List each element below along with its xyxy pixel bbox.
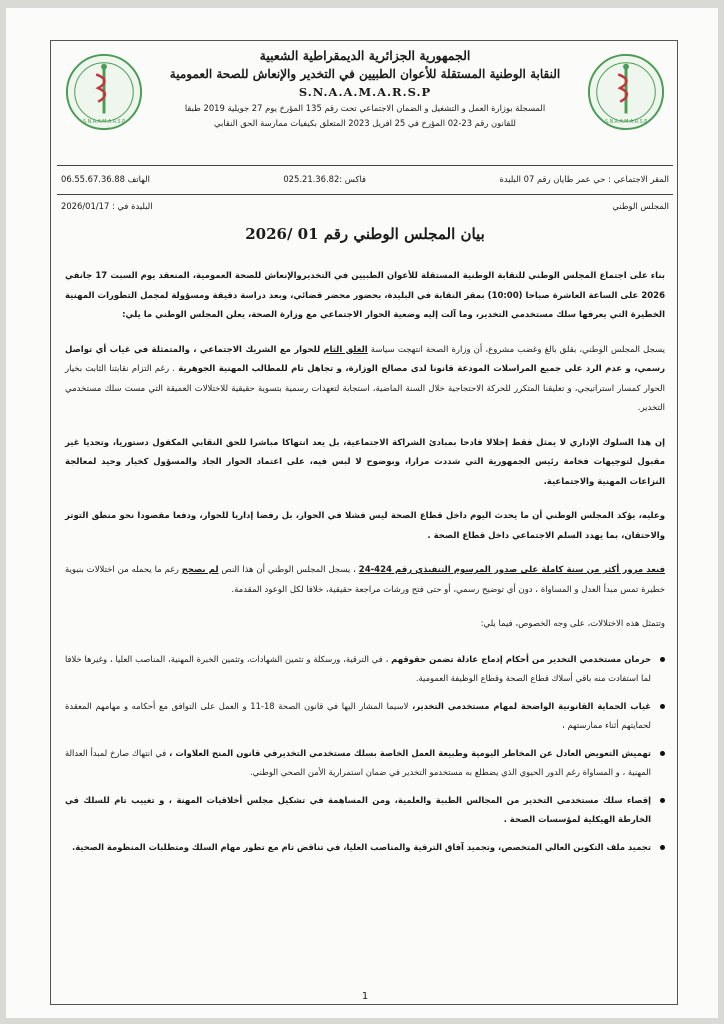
page-number: 1 bbox=[361, 991, 369, 1002]
paragraph-3: وعليه، يؤكد المجلس الوطني أن ما يحدث اليوم داخل قطاع الصحة ليس فشلا في الحوار، بل رفضا إداريا للحوار، ودفعا مقصودا نحو منطق التوتر والاحتقان، بما يهدد السلم الاجتماعي داخل قطاع الصحة . bbox=[65, 511, 665, 541]
list-item: إقصاء سلك مستخدمي التخدير من المجالس الطبية والعلمية، ومن المساهمة في تشكيل مجلس أخلاقيات المهنة ، و تغييب تام للسلك في الخارطة الهيكلية لمؤسسات الصحة . bbox=[65, 791, 665, 830]
union-name: النقابة الوطنية المستقلة للأعوان الطبيين في التخدير والإنعاش للصحة العمومية bbox=[169, 67, 561, 81]
bullet-icon bbox=[660, 845, 665, 850]
union-logo-right bbox=[587, 53, 665, 131]
union-acronym: S.N.A.A.M.A.R.S.P bbox=[298, 85, 432, 99]
document-title: بيان المجلس الوطني رقم 01 /2026 bbox=[245, 225, 485, 243]
bullet-icon bbox=[660, 798, 665, 803]
defects-list bbox=[65, 650, 665, 858]
fax: فاكس :025.21.36.82 bbox=[283, 174, 367, 184]
paragraph-1 bbox=[65, 341, 665, 419]
contact-line bbox=[61, 174, 669, 184]
paragraph-4 bbox=[65, 561, 665, 600]
country-name: الجمهورية الجزائرية الديمقراطية الشعبية bbox=[259, 48, 471, 63]
registration-line-2: للقانون رقم 23-02 المؤرخ في 25 افريل 2023 المتعلق بكيفيات ممارسة الحق النقابي bbox=[214, 118, 516, 128]
p1-part-b: للحوار مع الشريك الاجتماعي ، والمتمثلة في غياب أي تواصل رسمي، و عدم الرد على جميع المراسلات المودعة قانونا لدى مصالح الوزارة، و تجاهل تام للمطالب المهنية الجوهرية bbox=[65, 344, 665, 374]
phone: الهاتف 06.55.67.36.88 bbox=[61, 174, 150, 184]
p1-underlined: الغلق التام bbox=[323, 344, 368, 355]
letterhead bbox=[155, 47, 575, 130]
document-body bbox=[65, 267, 665, 865]
council-label: المجلس الوطني bbox=[612, 201, 669, 211]
document-content bbox=[51, 41, 679, 1006]
p4-part-b: رغم ما يحمله من اختلالات بنيوية خطيرة تمس مبدأ العدل و المساواة ، دون أي توضيح رسمي، أو حتى فتح ورشات مراجعة حقيقية، خلافا لكل الوعود المقدمة. bbox=[65, 565, 665, 595]
list-item: حرمان مستخدمي التخدير من أحكام إدماج عادلة تضمن حقوقهم ، في الترقية، ورسكلة و تثمين الشهادات، وتثمين الخبرة المهنية، المناصب العليا ، وغيرها خلافا لما استفادت منه باقي أسلاك قطاع الصحة وقطاع الوظيفة العمومية. bbox=[65, 650, 665, 689]
intro-paragraph: بناء على اجتماع المجلس الوطني للنقابة الوطنية المستقلة للأعوان الطبيين في التخديروالإنعاش للصحة العمومية، المنعقد يوم السبت 17 جانفي 2026 على الساعة العاشرة صباحا (10:00) بمقر النقابة في البليدة، بحضور محضر قضائي، وبعد دراسة دقيقة ومسؤولة لمجمل التطورات المهنية الخطيرة التي يعرفها سلك مستخدمي التخدير، وما آلت إليه وضعية الحوار الاجتماعي مع وزارة الصحة، يعلن المجلس الوطني ما يلي: bbox=[65, 271, 665, 320]
page-frame bbox=[50, 40, 678, 1005]
paragraph-5: وتتمثل هذه الاختلالات، على وجه الخصوص، فيما يلي: bbox=[480, 619, 665, 629]
bullet-icon bbox=[660, 751, 665, 756]
logo-text: S.N.A.A.M.A.R.S.P bbox=[604, 119, 648, 126]
union-logo-left bbox=[65, 53, 143, 131]
bullet-icon bbox=[660, 704, 665, 709]
paragraph-2: إن هذا السلوك الإداري لا يمثل فقط إخلالا فادحا بمبادئ الشراكة الاجتماعية، بل يعد انتهاكا مباشرا للحق النقابي المكفول دستوريا، وتحديا غير مقبول لتوجيهات فخامة رئيس الجمهورية التي شددت مرارا، وبوضوح لا لبس فيه، على اعتماد الحوار الجاد والمسؤول كخيار وحيد لمعالجة النزاعات المهنية والاجتماعية. bbox=[65, 437, 665, 487]
list-item: غياب الحماية القانونية الواضحة لمهام مستخدمي التخدير، لاسيما المشار اليها في قانون الصحة 18-11 و العمل على التوافق مع أحكامه و مهامهم المعقدة لحمايتهم أثناء ممارستهم ، bbox=[65, 697, 665, 736]
header-divider bbox=[57, 165, 673, 166]
place-date: البليدة في : 2026/01/17 bbox=[61, 201, 153, 211]
list-item: تجميد ملف التكوين العالي المتخصص، وتجميد آفاق الترقية والمناصب العليا، في تناقض تام مع تطور مهام السلك ومتطلبات المنظومة الصحية. bbox=[65, 838, 665, 858]
address: المقر الاجتماعي : حي عمر طايان رقم 07 البليدة bbox=[499, 174, 669, 184]
list-item: تهميش التعويض العادل عن المخاطر اليومية وطبيعة العمل الخاصة بسلك مستخدمي التخديرفي قانون المنح العلاوات ، في انتهاك صارخ لمبدأ العدالة المهنية ، و المساواة رغم الدور الحيوي الذي يضطلع به مستخدمو التخدير في ضمان استمرارية الأمن الصحي الوطني. bbox=[65, 744, 665, 783]
p1-part-a: يسجل المجلس الوطني، بقلق بالغ وغضب مشروع، أن وزارة الصحة انتهجت سياسة bbox=[370, 344, 665, 355]
p4-part-a: ، يسجل المجلس الوطني أن هذا النص bbox=[221, 565, 356, 575]
document-page bbox=[6, 8, 718, 1018]
registration-line-1: المسجلة بوزارة العمل و التشغيل و الضمان الاجتماعي تحت رقم 135 المؤرخ يوم 27 جويلية 2019 طبقا bbox=[184, 103, 546, 113]
p1-part-c: . رغم التزام نقابتنا الثابت بخيار الحوار كمسار استراتيجي، و تعليقنا المتكرر للحركة الاحتجاجية خلال السنة الماضية، استجابة لتعهدات رسمية بتسوية حقيقية للاختلالات العميقة التي مست سلك مستخدمي التخدير. bbox=[65, 364, 665, 413]
p4-highlight: فبعد مرور أكثر من سنة كاملة على صدور المرسوم التنفيذي رقم 424-24 bbox=[358, 565, 666, 575]
p4-highlight-2: لم يصحح bbox=[181, 565, 219, 575]
bullet-icon bbox=[660, 657, 665, 662]
meta-line bbox=[61, 201, 669, 211]
contact-divider bbox=[57, 194, 673, 195]
logo-text: S.N.A.A.M.A.R.S.P bbox=[82, 119, 126, 126]
